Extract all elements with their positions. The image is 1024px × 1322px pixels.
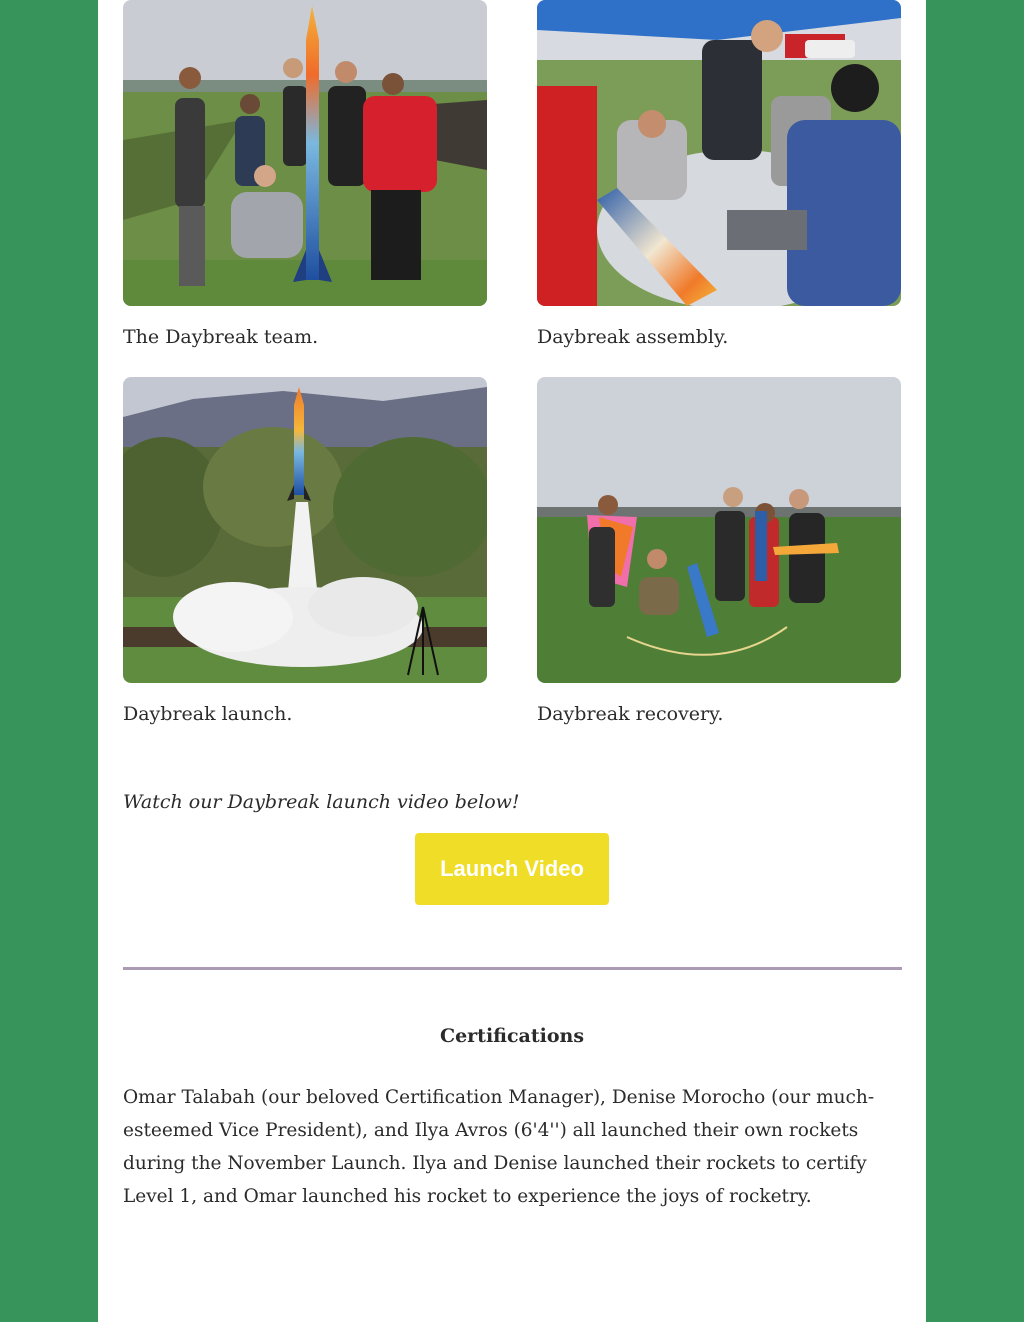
recovery-photo xyxy=(537,377,901,683)
newsletter-page xyxy=(98,0,926,1322)
caption-team: The Daybreak team. xyxy=(123,326,319,348)
caption-launch: Daybreak launch. xyxy=(123,703,293,725)
launch-photo xyxy=(123,377,487,683)
caption-recovery: Daybreak recovery. xyxy=(537,703,724,725)
video-intro-text: Watch our Daybreak launch video below! xyxy=(123,791,520,813)
team-photo xyxy=(123,0,487,306)
launch-video-button[interactable]: Launch Video xyxy=(415,833,609,905)
certifications-paragraph: Omar Talabah (our beloved Certification Manager), Denise Morocho (our much-esteemed Vice President), and Ilya Avros (6'4'') all launched their own rockets during the November Launch. Ilya and Denise launched their rockets to certify Level 1, and Omar launched his rocket to experience the joys of rocketry. xyxy=(123,1087,875,1207)
certifications-heading: Certifications xyxy=(439,1025,585,1047)
caption-assembly: Daybreak assembly. xyxy=(537,326,729,348)
assembly-photo xyxy=(537,0,901,306)
section-divider xyxy=(123,967,902,970)
